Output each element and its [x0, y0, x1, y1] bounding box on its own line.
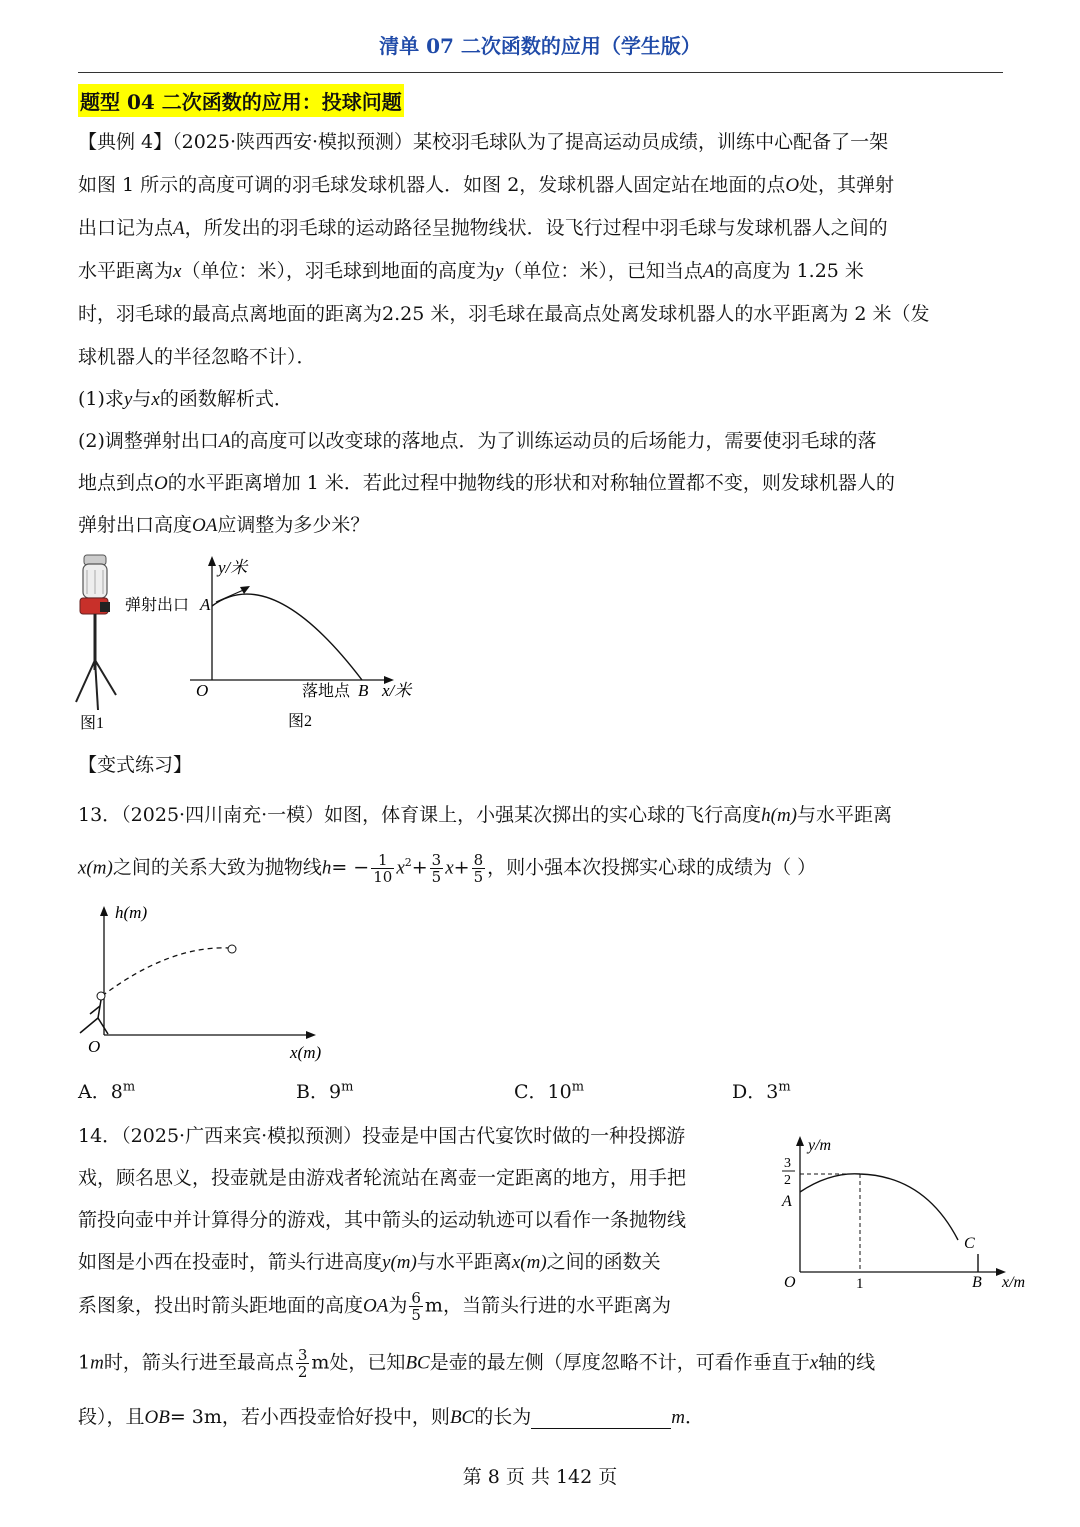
option-a[interactable]: A．8$^m$: [78, 1079, 136, 1103]
point-a-label: A: [200, 595, 211, 614]
arrow-trajectory: [800, 1174, 958, 1240]
header-divider: [78, 72, 1003, 73]
parabola-path: [212, 594, 362, 680]
tripod-leg: [76, 660, 95, 702]
point-c-label: C: [964, 1235, 975, 1252]
fraction-3-5: $\frac{3}{5}$: [431, 851, 442, 886]
q14-line-4: 如图是小西在投壶时，箭头行进高度y(m)与水平距离x(m)之间的函数关: [78, 1251, 661, 1273]
point-a-label: A: [782, 1193, 792, 1210]
figure-2-caption: 图2: [288, 713, 313, 730]
thrower-leg: [98, 1018, 108, 1034]
q13-line-2: x(m)之间的关系大致为抛物线h= − $\frac{1}{10}$ $x^2+$ $\frac{3}{5}$ x+ $\frac{8}{5}$ ，则小强本次投掷实心球的成绩为（ ）: [78, 851, 817, 886]
launch-label: 弹射出口: [125, 597, 190, 614]
figure-1-caption: 图1: [80, 715, 105, 730]
q14-graph: [770, 1130, 1045, 1300]
q14-line-5: 系图象，投出时箭头距地面的高度OA为 $\frac{6}{5}$ m，当箭头行进的水平距离为: [78, 1289, 671, 1324]
fraction-1-10: $\frac{1}{10}$: [373, 851, 393, 886]
option-d[interactable]: D．3$^m$: [732, 1079, 791, 1103]
origin-label: O: [88, 1037, 101, 1056]
thrower-head: [97, 992, 105, 1000]
example-line-4: 水平距离为x（单位：米），羽毛球到地面的高度为y（单位：米），已知当点A的高度为 1.25 米: [78, 260, 864, 282]
fraction-3-2: $\frac{3}{2}$: [297, 1346, 308, 1381]
example-line-2: 如图 1 所示的高度可调的羽毛球发球机器人．如图 2，发球机器人固定站在地面的点O处，其弹射: [78, 174, 895, 196]
option-b[interactable]: B．9$^m$: [296, 1079, 354, 1103]
example-question-2-line-2: 地点到点O的水平距离增加 1 米．若此过程中抛物线的形状和对称轴位置都不变，则发球机器人的: [78, 472, 895, 494]
example-question-1: (1)求y与x的函数解析式．: [78, 388, 293, 410]
point-b-label: B: [972, 1274, 982, 1291]
x-axis-label: x/米: [382, 681, 412, 700]
page-footer: 第 8 页 共 142 页: [462, 1466, 618, 1488]
example-question-2-line-1: (2)调整弹射出口A的高度可以改变球的落地点．为了训练运动员的后场能力，需要使羽毛球的落: [78, 430, 877, 452]
q14-line-2: 戏，顾名思义，投壶就是由游戏者轮流站在离壶一定距离的地方，用手把: [78, 1167, 687, 1189]
example-line-1: 【典例 4】（2025·陕西西安·模拟预测）某校羽毛球队为了提高运动员成绩，训练中心配备了一架: [78, 131, 889, 153]
x-axis-label: x/m: [1002, 1274, 1026, 1291]
frac-3-2-denominator: 2: [784, 1173, 791, 1188]
example-line-6: 球机器人的半径忽略不计）．: [78, 346, 316, 368]
q14-line-1: 14．（2025·广西来宾·模拟预测）投壶是中国古代宴饮时做的一种投掷游: [78, 1125, 686, 1147]
robot-motor: [100, 602, 110, 612]
answer-blank[interactable]: [531, 1410, 671, 1429]
thrower-body: [98, 1000, 101, 1018]
q14-line-6: 1m时，箭头行进至最高点 $\frac{3}{2}$ m处，已知BC是壶的最左侧（厚度忽略不计，可看作垂直于x轴的线: [78, 1346, 876, 1381]
option-c[interactable]: C．10$^m$: [514, 1079, 585, 1103]
origin-label: O: [784, 1274, 796, 1291]
launch-arrow-head: [240, 586, 250, 594]
example-line-3: 出口记为点A，所发出的羽毛球的运动路径呈抛物线状．设飞行过程中羽毛球与发球机器人之间的: [78, 217, 888, 239]
h-axis-arrow: [100, 906, 108, 916]
figure-2-graph: [120, 548, 430, 733]
variant-heading: 【变式练习】: [78, 754, 193, 776]
y-axis-arrow: [796, 1136, 804, 1146]
q14-line-7: 段），且OB= 3m，若小西投壶恰好投中，则BC的长为 m．: [78, 1406, 704, 1428]
tripod-leg: [95, 660, 116, 695]
page-header-title: 清单 07 二次函数的应用（学生版）: [379, 34, 701, 58]
frac-3-2-numerator: 3: [784, 1156, 791, 1171]
fraction-8-5: $\frac{8}{5}$: [473, 851, 484, 886]
example-line-5: 时，羽毛球的最高点离地面的距离为2.25 米，羽毛球在最高点处离发球机器人的水平距离为 2 米（发: [78, 303, 930, 325]
x-axis-label: x(m): [290, 1043, 322, 1062]
thrower-leg: [80, 1018, 98, 1033]
y-axis-label: y/米: [218, 558, 248, 577]
example-question-2-line-3: 弹射出口高度OA应调整为多少米？: [78, 514, 370, 536]
y-axis-arrow: [208, 556, 216, 566]
q13-graph: [70, 900, 340, 1065]
q13-line-1: 13．（2025·四川南充·一模）如图，体育课上，小强某次掷出的实心球的飞行高度h(m)与水平距离: [78, 804, 893, 826]
ball-end-point: [228, 945, 236, 953]
landing-label: 落地点: [302, 683, 351, 700]
ball-trajectory: [102, 948, 230, 996]
point-b-label: B: [358, 681, 369, 700]
q14-line-3: 箭投向壶中并计算得分的游戏，其中箭头的运动轨迹可以看作一条抛物线: [78, 1209, 687, 1231]
origin-label: O: [196, 681, 209, 700]
h-axis-label: h(m): [115, 903, 148, 922]
y-axis-label: y/m: [808, 1137, 832, 1154]
x-axis-arrow: [306, 1031, 316, 1039]
tick-1-label: 1: [856, 1276, 864, 1292]
topic-heading: 题型 04 二次函数的应用：投球问题: [78, 84, 404, 117]
fraction-6-5: $\frac{6}{5}$: [411, 1289, 421, 1324]
